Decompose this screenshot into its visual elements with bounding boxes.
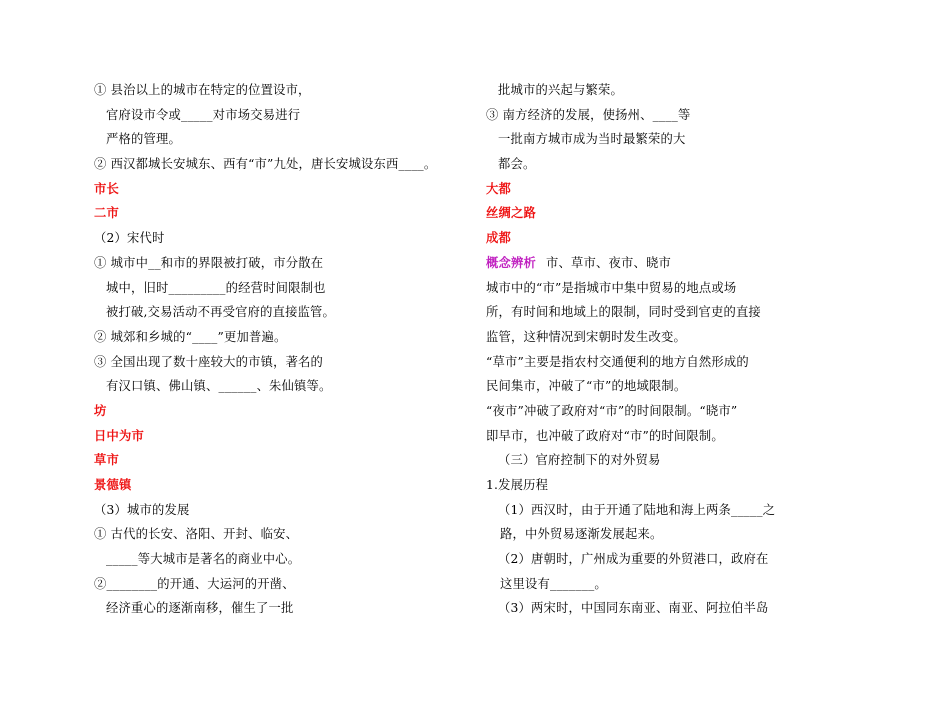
text-line: ② 城郊和乡城的“____”更加普遍。 [94,329,287,344]
text-line: 官府设市令或_____对市场交易进行 [106,107,301,122]
text-line: ③ 全国出现了数十座较大的市镇，著名的 [94,354,324,369]
section-heading: （2）宋代时 [94,231,165,246]
text-line: “夜市”冲破了政府对“市”的时间限制。“晓市” [486,403,738,418]
answer-label: 大都 [486,180,511,196]
answer-label: 坊 [94,402,107,418]
answer-label: 草市 [94,452,119,468]
right-column [486,78,786,621]
text-line: （1）西汉时，由于开通了陆地和海上两条_____之 [498,502,776,517]
concept-heading: 概念辨析 [486,254,536,270]
answer-label: 成都 [486,230,511,246]
section-heading: （3）城市的发展 [94,502,190,517]
section-heading: 1.发展历程 [486,478,549,492]
text-line: 严格的管理。 [106,132,181,147]
text-line: _____等大城市是著名的商业中心。 [106,552,301,567]
text-line: 一批南方城市成为当时最繁荣的大 [498,132,686,147]
text-line: 批城市的兴起与繁荣。 [498,83,623,97]
text-line: （2）唐朝时，广州成为重要的外贸港口，政府在 [498,552,769,567]
text-line: 民间集市，冲破了“市”的地域限制。 [486,379,687,394]
text-line: 路，中外贸易逐渐发展起来。 [500,527,663,542]
text-line: ② 西汉都城长安城东、西有“市”九处，唐长安城设东西____。 [94,157,437,172]
text-line: 经济重心的逐渐南移，催生了一批 [106,601,294,616]
text-line: 城中，旧时_________的经营时间限制也 [106,280,326,295]
text-line: 城市中的“市”是指城市中集中贸易的地点或场 [486,280,737,295]
text-line: “草市”主要是指农村交通便利的地方自然形成的 [486,354,749,369]
answer-label: 景德镇 [94,477,132,492]
text-line: 有汉口镇、佛山镇、______、朱仙镇等。 [106,379,332,394]
text-line: 所，有时间和地域上的限制，同时受到官吏的直接 [486,305,761,320]
text-line: ① 城市中__和市的界限被打破，市分散在 [94,255,324,270]
concept-terms: 市、草市、夜市、晓市 [546,255,671,270]
answer-label: 丝绸之路 [486,205,536,221]
left-column [94,78,464,621]
concept-line [486,251,786,276]
section-heading: （三）官府控制下的对外贸易 [498,453,661,468]
text-line: 被打破,交易活动不再受官府的直接监管。 [106,305,336,320]
text-line: 即早市，也冲破了政府对“市”的时间限制。 [486,428,724,443]
text-line: 这里设有_______。 [500,576,607,591]
text-line: （3）两宋时，中国同东南亚、南亚、阿拉伯半岛 [498,601,769,616]
answer-label: 日中为市 [94,427,144,443]
text-line: ① 古代的长安、洛阳、开封、临安、 [94,527,299,542]
answer-label: 市长 [94,180,119,196]
text-line: ②________的开通、大运河的开凿、 [94,576,295,591]
text-line: ③ 南方经济的发展，使扬州、____等 [486,107,691,122]
answer-label: 二市 [94,205,119,221]
text-line: ① 县治以上的城市在特定的位置设市， [94,83,311,97]
text-line: 监管，这种情况到宋朝时发生改变。 [486,329,686,344]
text-line: 都会。 [498,157,536,172]
